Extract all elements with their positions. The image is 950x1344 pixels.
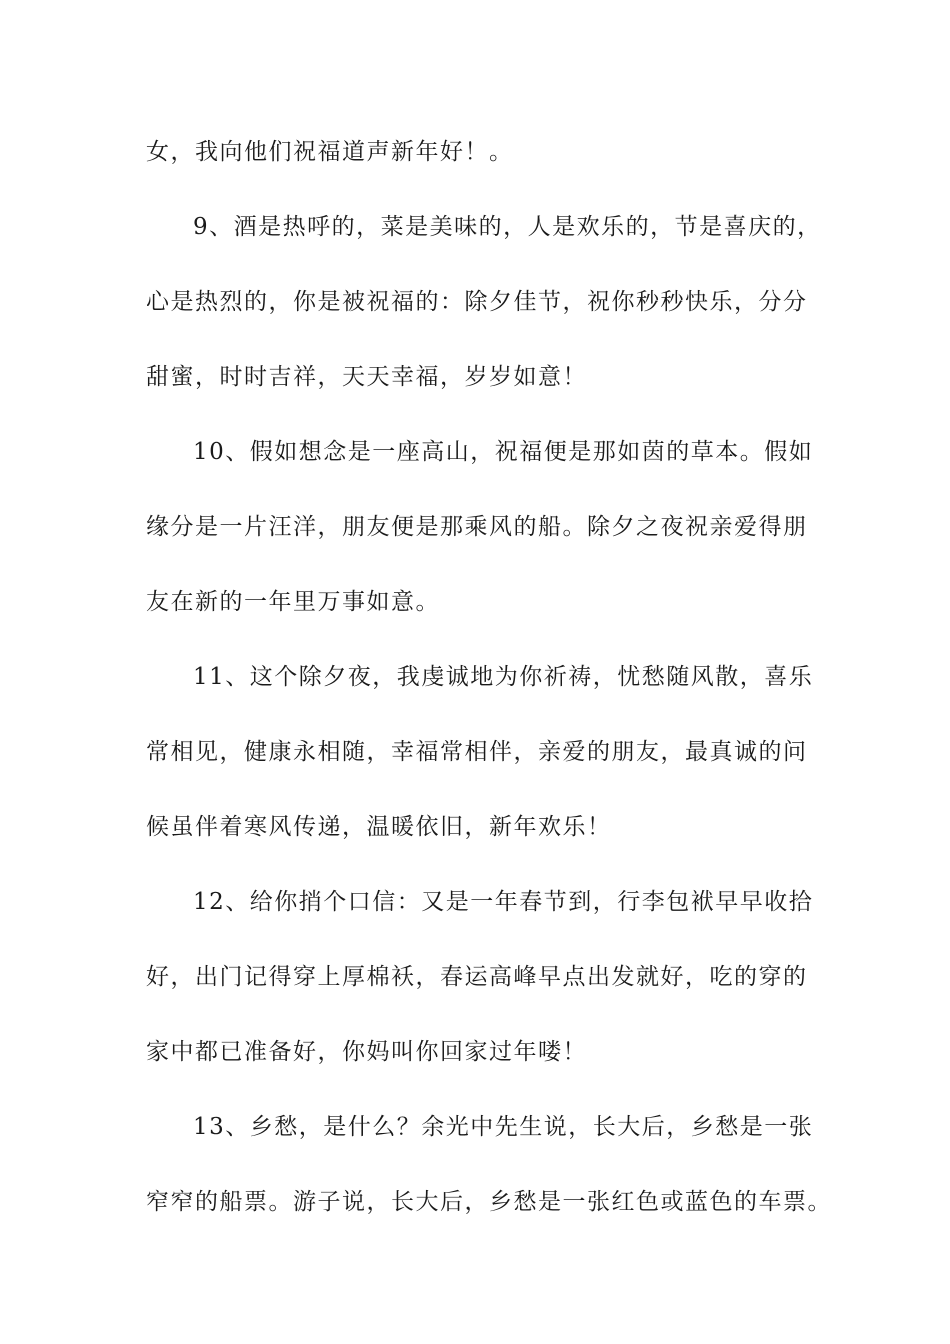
paragraph-first-line: 11、这个除夕夜，我虔诚地为你祈祷，忧愁随风散，喜乐 xyxy=(193,664,814,690)
text-line: 好，出门记得穿上厚棉袄，春运高峰早点出发就好，吃的穿的 xyxy=(146,964,808,990)
text-line: 窄窄的船票。游子说，长大后，乡愁是一张红色或蓝色的车票。 xyxy=(146,1189,832,1215)
text-line: 候虽伴着寒风传递，温暖依旧，新年欢乐！ xyxy=(146,814,612,840)
text-line: 家中都已准备好，你妈叫你回家过年喽！ xyxy=(146,1039,587,1065)
paragraph-first-line: 13、乡愁，是什么？余光中先生说，长大后，乡愁是一张 xyxy=(193,1114,814,1140)
text-line: 友在新的一年里万事如意。 xyxy=(146,589,440,615)
paragraph-first-line: 9、酒是热呼的，菜是美味的，人是欢乐的，节是喜庆的， xyxy=(193,214,822,240)
text-line: 女，我向他们祝福道声新年好！。 xyxy=(146,139,514,165)
text-line: 甜蜜，时时吉祥，天天幸福，岁岁如意！ xyxy=(146,364,587,390)
text-line: 心是热烈的，你是被祝福的：除夕佳节，祝你秒秒快乐，分分 xyxy=(146,289,808,315)
text-line: 常相见，健康永相随，幸福常相伴，亲爱的朋友，最真诚的问 xyxy=(146,739,808,765)
text-line: 缘分是一片汪洋，朋友便是那乘风的船。除夕之夜祝亲爱得朋 xyxy=(146,514,808,540)
paragraph-first-line: 10、假如想念是一座高山，祝福便是那如茵的草本。假如 xyxy=(193,439,814,465)
paragraph-first-line: 12、给你捎个口信：又是一年春节到，行李包袱早早收拾 xyxy=(193,889,814,915)
